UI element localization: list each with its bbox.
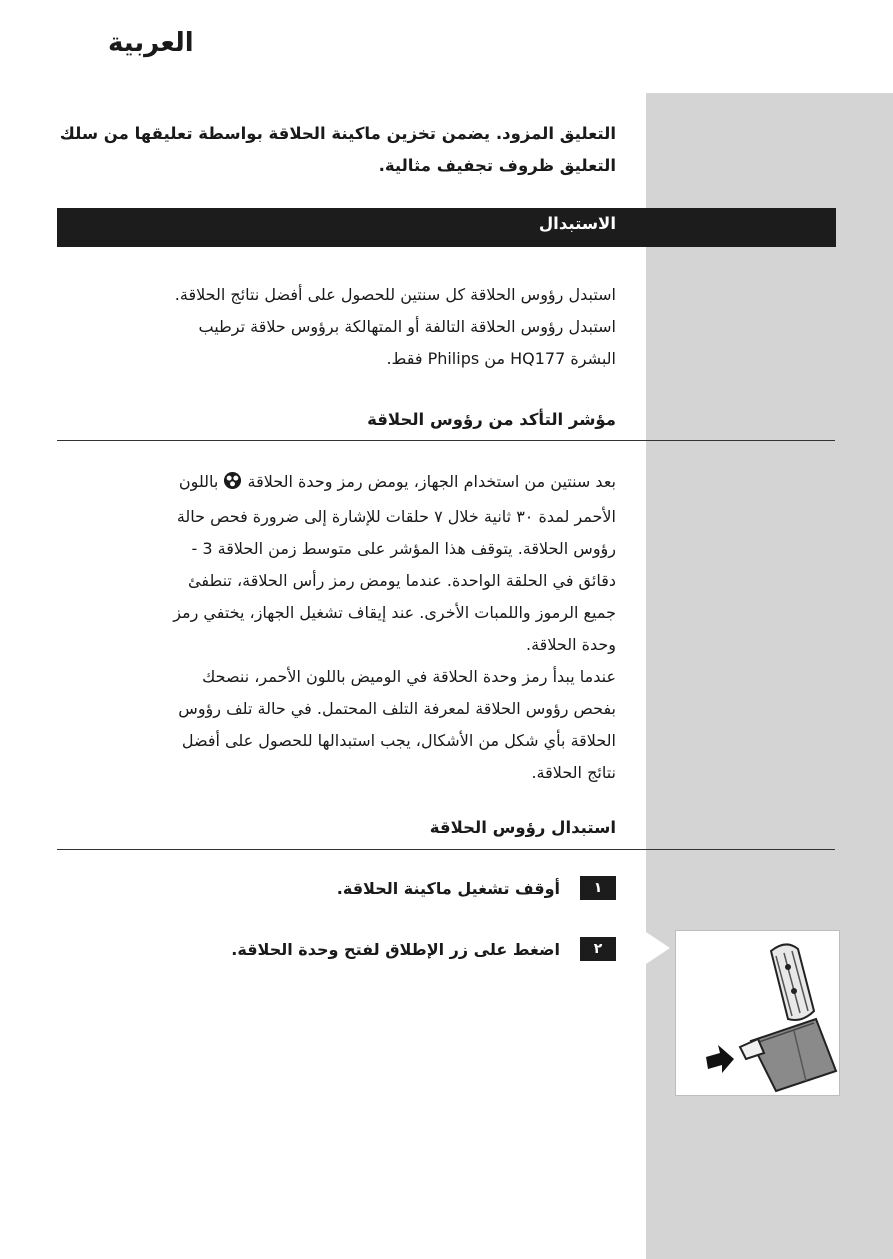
text-fragment: بعد سنتين من استخدام الجهاز، يومض رمز وحدة الحلاقة bbox=[247, 472, 616, 491]
text-line: عندما يبدأ رمز وحدة الحلاقة في الوميض باللون الأحمر، ننصحك bbox=[202, 667, 616, 686]
step-2 bbox=[231, 937, 616, 961]
shaving-unit-icon bbox=[223, 469, 242, 501]
reminder-paragraph bbox=[36, 466, 616, 789]
text-line: استبدل رؤوس الحلاقة كل سنتين للحصول على أفضل نتائج الحلاقة. bbox=[174, 285, 616, 304]
text-line: دقائق في الحلقة الواحدة. عندما يومض رمز رأس الحلاقة، تنطفئ bbox=[188, 571, 616, 590]
intro-paragraph: التعليق المزود. يضمن تخزين ماكينة الحلاقة بواسطة تعليقها من سلك التعليق ظروف تجفيف مثالية. bbox=[59, 124, 616, 175]
callout-pointer bbox=[646, 932, 670, 964]
text-line: استبدل رؤوس الحلاقة التالفة أو المتهالكة برؤوس حلاقة ترطيب bbox=[198, 317, 616, 336]
text-line: رؤوس الحلاقة. يتوقف هذا المؤشر على متوسط زمن الحلاقة 3 - bbox=[191, 539, 616, 558]
language-title: العربية bbox=[108, 28, 194, 58]
shaver-release-illustration bbox=[675, 930, 840, 1096]
reminder-title: مؤشر التأكد من رؤوس الحلاقة bbox=[367, 410, 616, 429]
procedure-title: استبدال رؤوس الحلاقة bbox=[429, 818, 616, 837]
text-line: بفحص رؤوس الحلاقة لمعرفة التلف المحتمل. في حالة تلف رؤوس bbox=[178, 699, 616, 718]
step-1 bbox=[337, 876, 616, 900]
text-line: الحلاقة بأي شكل من الأشكال، يجب استبدالها للحصول على أفضل bbox=[181, 731, 616, 750]
step-number: ١ bbox=[580, 876, 616, 900]
step-number: ٢ bbox=[580, 937, 616, 961]
step-text: أوقف تشغيل ماكينة الحلاقة. bbox=[336, 878, 560, 898]
replacement-paragraph bbox=[46, 279, 616, 375]
text-line: نتائج الحلاقة. bbox=[531, 763, 616, 782]
text-fragment: باللون bbox=[178, 472, 219, 491]
step-text: اضغط على زر الإطلاق لفتح وحدة الحلاقة. bbox=[231, 939, 560, 959]
section-banner bbox=[57, 208, 836, 247]
text-line: الأحمر لمدة ٣٠ ثانية خلال ٧ حلقات للإشارة إلى ضرورة فحص حالة bbox=[176, 507, 616, 526]
text-line bbox=[36, 466, 616, 501]
text-line: البشرة HQ177 من Philips فقط. bbox=[386, 349, 616, 368]
text-line: وحدة الحلاقة. bbox=[526, 635, 616, 654]
section-title: الاستبدال bbox=[538, 214, 616, 233]
divider bbox=[57, 849, 835, 850]
text-line: جميع الرموز واللمبات الأخرى. عند إيقاف تشغيل الجهاز، يختفي رمز bbox=[173, 603, 616, 622]
divider bbox=[57, 440, 835, 441]
